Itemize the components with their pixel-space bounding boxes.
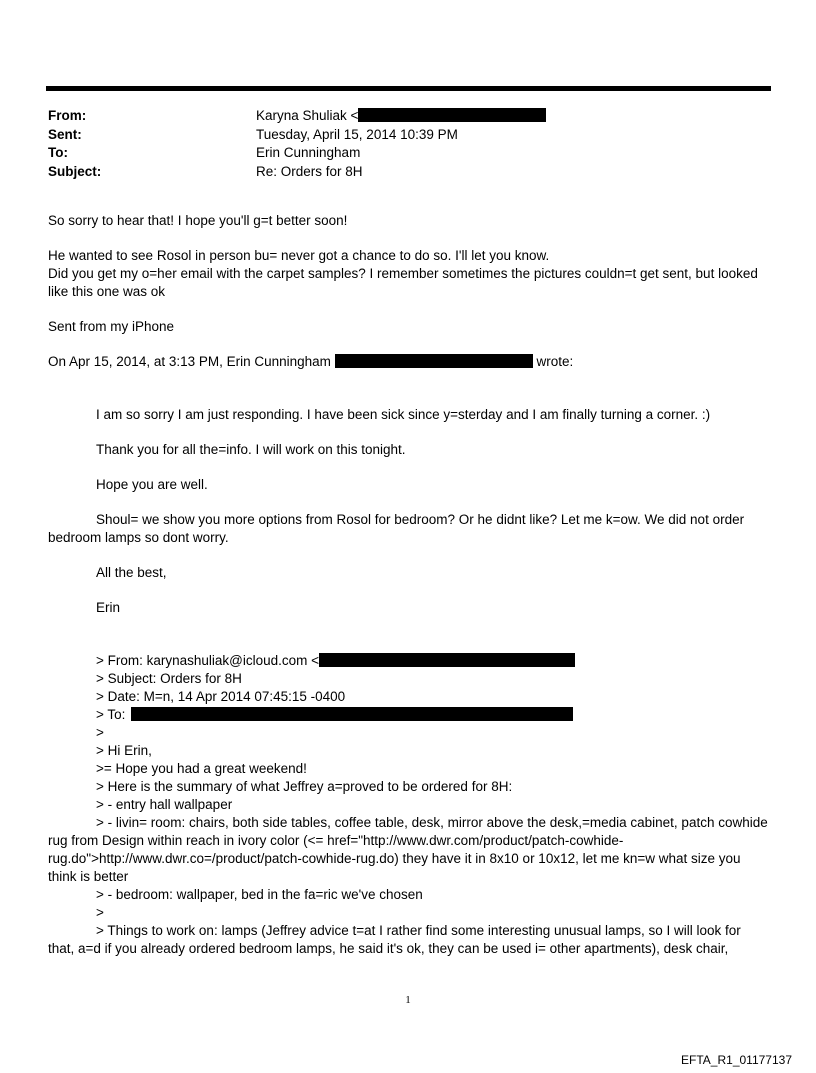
- redaction: [335, 354, 533, 368]
- to-label: To:: [48, 145, 68, 160]
- quoted-closing: All the best,: [96, 565, 167, 580]
- quoted-paragraph: Hope you are well.: [96, 477, 208, 492]
- forwarded-from-text: > From: karynashuliak@icloud.com <: [96, 653, 320, 668]
- redaction: [131, 707, 573, 721]
- subject-row: [48, 163, 546, 182]
- forwarded-from: [48, 652, 770, 670]
- forwarded-line: >= Hope you had a great weekend!: [96, 761, 307, 776]
- body-paragraph: So sorry to hear that! I hope you'll g=t better soon!: [48, 213, 348, 228]
- to-row: [48, 144, 546, 163]
- body-paragraph: He wanted to see Rosol in person bu= never got a chance to do so. I'll let you know.: [48, 248, 550, 263]
- email-header: [48, 107, 546, 181]
- forwarded-line: > Hi Erin,: [96, 743, 152, 758]
- subject-value: Re: Orders for 8H: [256, 163, 363, 179]
- forwarded-to: [48, 706, 770, 724]
- signature-line: Sent from my iPhone: [48, 319, 175, 334]
- forwarded-line: > Here is the summary of what Jeffrey a=proved to be ordered for 8H:: [96, 779, 513, 794]
- quoted-signature: Erin: [96, 600, 121, 615]
- header-rule: [46, 86, 771, 91]
- sent-row: [48, 126, 546, 145]
- redaction: [319, 653, 575, 667]
- forwarded-line: > Things to work on: lamps (Jeffrey advice t=at I rather find some interesting unusual lamps, so I will look for that, a=d if you already ordered bedroom lamps, he said it's ok, they can be used i= other apartments), desk chair,: [48, 923, 741, 956]
- forwarded-line: >: [96, 725, 104, 740]
- document-id: EFTA_R1_01177137: [681, 1053, 792, 1067]
- subject-label: Subject:: [48, 163, 102, 179]
- from-row: [48, 107, 546, 126]
- quoted-paragraph: Shoul= we show you more options from Rosol for bedroom? Or he didnt like? Let me k=ow. We did not order bedroom lamps so dont worry.: [48, 512, 745, 545]
- from-name: Karyna Shuliak <: [256, 108, 359, 123]
- sent-label: Sent:: [48, 126, 82, 142]
- from-label: From:: [48, 108, 87, 123]
- reply-intro-text: On Apr 15, 2014, at 3:13 PM, Erin Cunningham: [48, 354, 331, 369]
- body-paragraph: Did you get my o=her email with the carpet samples? I remember sometimes the pictures couldn=t get sent, but looked like this one was ok: [48, 266, 758, 299]
- email-body: [48, 212, 770, 958]
- quoted-paragraph: I am so sorry I am just responding. I have been sick since y=sterday and I am finally turning a corner. :): [96, 407, 711, 422]
- from-value: [256, 107, 546, 126]
- redaction: [358, 108, 546, 122]
- forwarded-line: > - entry hall wallpaper: [96, 797, 233, 812]
- forwarded-to-text: > To:: [96, 707, 126, 722]
- forwarded-line: >: [96, 905, 104, 920]
- reply-intro-wrote: wrote:: [536, 354, 574, 369]
- forwarded-date: > Date: M=n, 14 Apr 2014 07:45:15 -0400: [96, 689, 346, 704]
- to-value: Erin Cunningham: [256, 145, 361, 160]
- forwarded-subject: > Subject: Orders for 8H: [96, 671, 242, 686]
- page-number: 1: [405, 994, 411, 1006]
- quoted-paragraph: Thank you for all the=info. I will work on this tonight.: [96, 442, 406, 457]
- sent-value: Tuesday, April 15, 2014 10:39 PM: [256, 126, 458, 142]
- forwarded-line: > - livin= room: chairs, both side tables, coffee table, desk, mirror above the desk,=media cabinet, patch cowhide rug from Design within reach in ivory color (<= href="http://www.dwr.com/product/patch-cowhide-rug.do">http://www.dwr.co=/product/patch-cowhide-rug.do) they have it in 8x10 or 10x12, let me kn=w what size you think is better: [48, 815, 768, 884]
- forwarded-line: > - bedroom: wallpaper, bed in the fa=ric we've chosen: [96, 887, 423, 902]
- reply-intro: [48, 353, 770, 371]
